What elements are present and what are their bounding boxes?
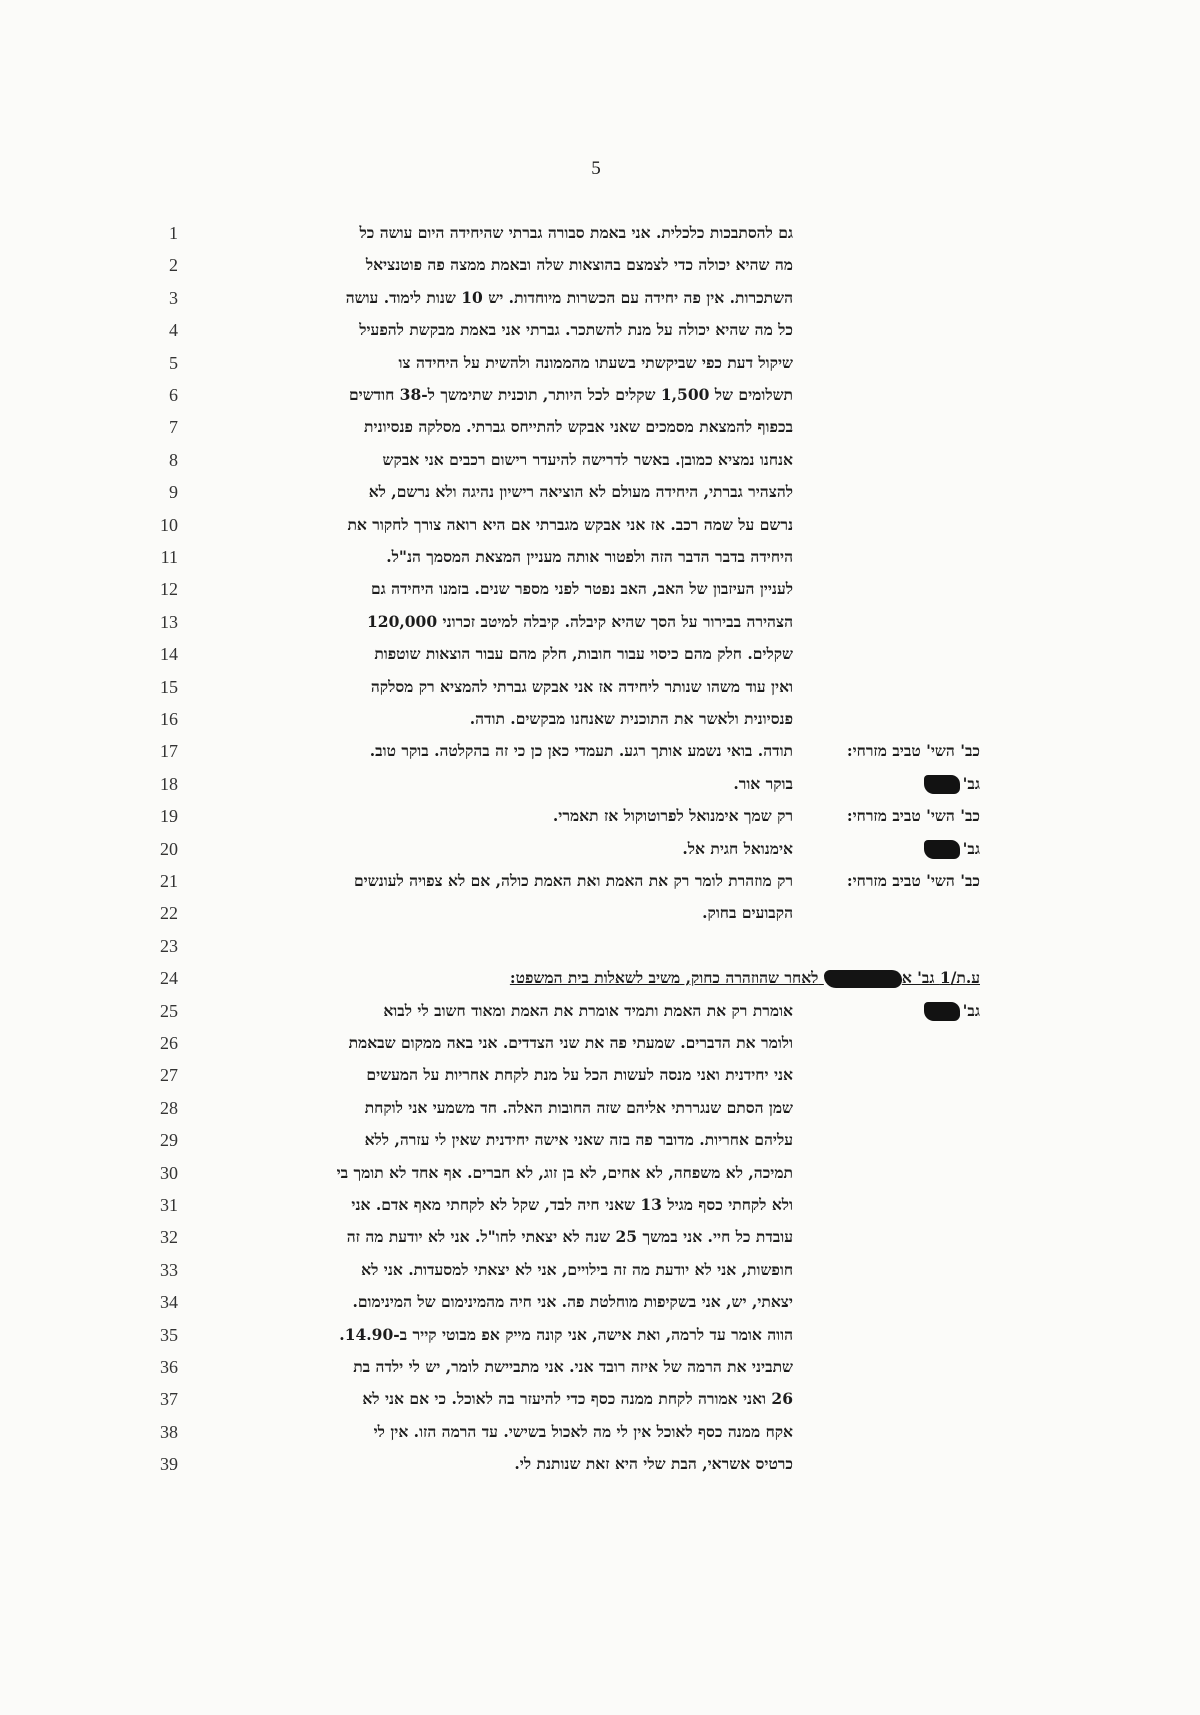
- line-text: השתכרות. אין פה יחידה עם הכשרות מיוחדות. יש 10 שנות לימוד. עושה: [345, 287, 793, 307]
- line-number: 8: [169, 449, 178, 470]
- line-number: 36: [160, 1357, 178, 1377]
- line-number: 28: [160, 1097, 178, 1118]
- transcript-line: [150, 768, 980, 800]
- line-number: 3: [169, 287, 178, 308]
- line-number: 39: [160, 1454, 178, 1475]
- speaker-label: [805, 995, 980, 1027]
- transcript-line: [150, 379, 980, 411]
- speaker-label: [805, 800, 980, 832]
- transcript-line: [150, 541, 980, 573]
- line-text: 26 ואני אמורה לקחת ממנה כסף כדי להיעזר בה לאוכל. כי אם אני לא: [362, 1389, 793, 1409]
- line-number: 11: [160, 547, 178, 567]
- line-text: רק שמך אימנואל לפרוטוקול אז תאמרי.: [552, 806, 793, 826]
- line-text: אומרת רק את האמת ותמיד אומרת את האמת ומאוד חשוב לי לבוא: [383, 1000, 793, 1020]
- redaction-mark: [824, 970, 902, 988]
- line-number: 35: [160, 1324, 178, 1345]
- line-number: 6: [169, 385, 178, 405]
- line-number: 22: [160, 903, 178, 924]
- speaker-name: כב' השי' טביב מזרחי:: [846, 741, 980, 761]
- line-text: להצהיר גברתי, היחידה מעולם לא הוציאה רישיון נהיגה ולא נרשם, לא: [368, 482, 793, 502]
- transcript-line: [150, 800, 980, 832]
- transcript-line: [150, 573, 980, 605]
- speaker-name: כב' השי' טביב מזרחי:: [846, 806, 980, 826]
- transcript-line: [150, 1221, 980, 1253]
- witness-heading: [260, 962, 980, 994]
- line-number: 16: [160, 709, 178, 729]
- transcript-line: [150, 1189, 980, 1221]
- line-number: 33: [160, 1259, 178, 1280]
- line-number: 38: [160, 1421, 178, 1442]
- line-text: כרטיס אשראי, הבת שלי היא זאת שנותנת לי.: [514, 1454, 793, 1474]
- transcript-line: [150, 509, 980, 541]
- line-number: 18: [160, 773, 178, 794]
- witness-heading-suffix: לאחר שהוזהרה כחוק, משיב לשאלות בית המשפט:: [509, 968, 819, 988]
- transcript-line: [150, 1124, 980, 1156]
- speaker-label: [805, 833, 980, 865]
- transcript-line: [150, 638, 980, 670]
- transcript-line: [150, 671, 980, 703]
- transcript-line: [150, 833, 980, 865]
- line-text: שקלים. חלק מהם כיסוי עבור חובות, חלק מהם עבור הוצאות שוטפות: [374, 644, 793, 664]
- line-number: 5: [169, 352, 178, 373]
- transcript-line: [150, 735, 980, 767]
- line-text: ואין עוד משהו שנותר ליחידה אז אני אבקש גברתי להמציא רק מסלקה: [370, 676, 793, 696]
- line-text: ולא לקחתי כסף מגיל 13 שאני חיה לבד, שקל לא לקחתי מאף אדם. אני: [351, 1195, 793, 1214]
- line-text: תודה. בואי נשמע אותך רגע. תעמדי כאן כן כי זה בהקלטה. בוקר טוב.: [369, 741, 793, 761]
- transcript-line: [150, 1059, 980, 1091]
- transcript-line: [150, 703, 980, 735]
- transcript-line: [150, 865, 980, 897]
- line-text: אנחנו נמציא כמובן. באשר לדרישה להיעדר רישום רכבים אני אבקש: [382, 449, 793, 469]
- line-number: 20: [160, 838, 178, 859]
- line-number: 37: [160, 1389, 178, 1410]
- line-number: 34: [160, 1292, 178, 1313]
- line-text: חופשות, אני לא יודעת מה זה בילויים, אני לא יצאתי למסעדות. אני לא: [361, 1259, 793, 1279]
- line-number: 9: [169, 482, 178, 503]
- line-text: הצהירה בבירור על הסך שהיא קיבלה. קיבלה למיטב זכרוני 120,000: [367, 611, 793, 631]
- transcript-line: [150, 897, 980, 929]
- line-text: נרשם על שמה רכב. אז אני אבקש מגברתי אם היא רואה צורך לחקור את: [347, 514, 793, 534]
- line-number: 7: [169, 417, 178, 438]
- line-number: 25: [160, 1000, 178, 1021]
- transcript-line: [150, 930, 980, 962]
- line-text: שיקול דעת כפי שביקשתי בשעתו מהממונה ולהשית על היחידה צו: [398, 352, 793, 372]
- transcript-line: [150, 282, 980, 314]
- transcript-line: [150, 962, 980, 994]
- line-text: היחידה בדבר הדבר הזה ולפטור אותה מעניין המצאת המסמך הנ"ל.: [386, 547, 793, 566]
- transcript-line: [150, 1157, 980, 1189]
- line-text: בוקר אור.: [733, 773, 793, 793]
- line-text: תמיכה, לא משפחה, לא אחים, לא בן זוג, לא חברים. אף אחד לא תומך בי: [336, 1162, 793, 1182]
- line-number: 29: [160, 1130, 178, 1151]
- line-number: 15: [160, 676, 178, 697]
- line-number: 1: [169, 223, 178, 243]
- line-number: 23: [160, 935, 178, 956]
- transcript-line: [150, 1254, 980, 1286]
- transcript-line: [150, 1092, 980, 1124]
- line-number: 30: [160, 1162, 178, 1183]
- speaker-name: כב' השי' טביב מזרחי:: [846, 871, 980, 890]
- line-number: 27: [160, 1065, 178, 1086]
- line-text: הקבועים בחוק.: [702, 903, 793, 923]
- line-number: 21: [160, 871, 178, 891]
- line-number: 14: [160, 644, 178, 665]
- line-text: כל מה שהיא יכולה על מנת להשתכר. גברתי אני באמת מבקשת להפעיל: [359, 320, 793, 340]
- transcript-line: [150, 217, 980, 249]
- witness-heading-prefix: ע.ת/1 גב' א: [901, 968, 980, 988]
- transcript-line: [150, 1286, 980, 1318]
- line-number: 31: [160, 1195, 178, 1215]
- line-text: לעניין העיזבון של האב, האב נפטר לפני מספר שנים. בזמנו היחידה גם: [370, 579, 793, 599]
- speaker-name: גב': [962, 838, 980, 858]
- line-text: יצאתי, יש, אני בשקיפות מוחלטת פה. אני חיה מהמינימום של המינימום.: [352, 1292, 793, 1312]
- line-text: שתביני את הרמה של איזה רובד אני. אני מתביישת לומר, יש לי ילדה בת: [353, 1357, 793, 1376]
- transcript-line: [150, 1351, 980, 1383]
- line-number: 17: [160, 741, 178, 762]
- speaker-label: [805, 735, 980, 767]
- line-text: פנסיונית ולאשר את התוכנית שאנחנו מבקשים. תודה.: [469, 709, 793, 728]
- transcript-line: [150, 1027, 980, 1059]
- transcript-line: [150, 411, 980, 443]
- speaker-name: גב': [962, 1000, 980, 1020]
- transcript-line: [150, 1448, 980, 1480]
- line-text: אני יחידנית ואני מנסה לעשות הכל על מנת לקחת אחריות על המעשים: [366, 1065, 793, 1085]
- line-text: הווה אומר עד לרמה, ואת אישה, אני קונה מייק אפ מבוטי קייר ב-14.90.: [339, 1324, 793, 1344]
- page-number: 5: [591, 158, 601, 179]
- line-text: עובדת כל חיי. אני במשך 25 שנה לא יצאתי לחו"ל. אני לא יודעת מה זה: [346, 1227, 793, 1247]
- redaction-mark: [924, 840, 960, 859]
- line-number: 10: [160, 514, 178, 535]
- line-text: רק מוזהרת לומר רק את האמת ואת האמת כולה, אם לא צפויה לעונשים: [353, 871, 793, 890]
- redaction-mark: [924, 1002, 960, 1021]
- line-number: 2: [169, 255, 178, 276]
- line-number: 4: [169, 320, 178, 341]
- transcript-line: [150, 1319, 980, 1351]
- line-text: גם להסתבכות כלכלית. אני באמת סבורה גברתי שהיחידה היום עושה כל: [359, 223, 793, 242]
- line-text: אימנואל חגית אל.: [682, 838, 793, 858]
- line-number: 12: [160, 579, 178, 600]
- speaker-label: [805, 865, 980, 897]
- line-text: בכפוף להמצאת מסמכים שאני אבקש להתייחס גברתי. מסלקה פנסיונית: [364, 417, 793, 437]
- line-text: תשלומים של 1,500 שקלים לכל היותר, תוכנית שתימשך ל-38 חודשים: [348, 385, 793, 404]
- line-text: שמן הסתם שנגררתי אליהם שזה החובות האלה. חד משמעי אני לוקחת: [364, 1097, 793, 1117]
- transcript-line: [150, 347, 980, 379]
- transcript-line: [150, 249, 980, 281]
- transcript-line: [150, 1416, 980, 1448]
- transcript-line: [150, 606, 980, 638]
- transcript-line: [150, 995, 980, 1027]
- redaction-mark: [924, 775, 960, 794]
- line-number: 13: [160, 611, 178, 632]
- line-text: עליהם אחריות. מדובר פה בזה שאני אישה יחידנית שאין לי עזרה, ללא: [364, 1130, 793, 1150]
- line-text: ולומר את הדברים. שמעתי פה את שני הצדדים. אני באה ממקום שבאמת: [348, 1033, 793, 1052]
- line-number: 26: [160, 1033, 178, 1053]
- transcript-line: [150, 1383, 980, 1415]
- speaker-name: גב': [962, 773, 980, 793]
- line-text: מה שהיא יכולה כדי לצמצם בהוצאות שלה ובאמת ממצה פה פוטנציאל: [365, 255, 793, 275]
- transcript-line: [150, 476, 980, 508]
- line-text: אקח ממנה כסף לאוכל אין לי מה לאכול בשישי. עד הרמה הזו. אין לי: [373, 1421, 793, 1441]
- line-number: 24: [160, 968, 178, 989]
- transcript-line: [150, 314, 980, 346]
- line-number: 32: [160, 1227, 178, 1248]
- speaker-label: [805, 768, 980, 800]
- transcript-line: [150, 444, 980, 476]
- line-number: 19: [160, 806, 178, 827]
